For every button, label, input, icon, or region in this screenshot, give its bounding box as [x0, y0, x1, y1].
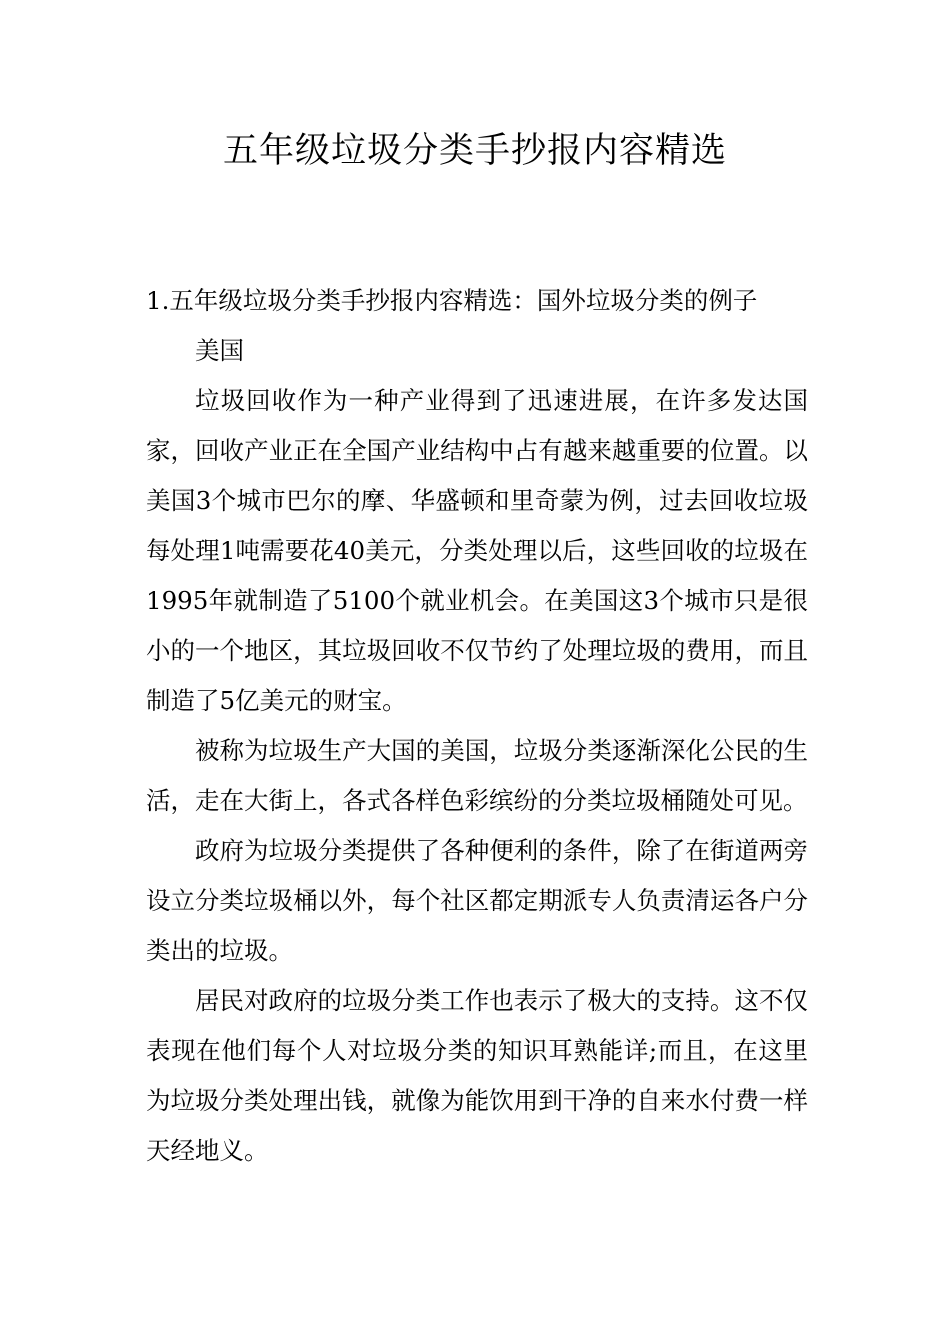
paragraph: 政府为垃圾分类提供了各种便利的条件，除了在街道两旁设立分类垃圾桶以外，每个社区都定期派专人负责清运各户分类出的垃圾。: [146, 836, 808, 965]
subheading-country: 美国: [195, 336, 244, 365]
paragraph: 垃圾回收作为一种产业得到了迅速进展，在许多发达国家，回收产业正在全国产业结构中占有越来越重要的位置。以美国3个城市巴尔的摩、华盛顿和里奇蒙为例，过去回收垃圾每处理1吨需要花40美元，分类处理以后，这些回收的垃圾在1995年就制造了5100个就业机会。在美国这3个城市只是很小的一个地区，其垃圾回收不仅节约了处理垃圾的费用，而且制造了5亿美元的财宝。: [146, 386, 808, 715]
paragraph: 居民对政府的垃圾分类工作也表示了极大的支持。这不仅表现在他们每个人对垃圾分类的知识耳熟能详;而且，在这里为垃圾分类处理出钱，就像为能饮用到干净的自来水付费一样天经地义。: [146, 986, 808, 1165]
paragraph: 被称为垃圾生产大国的美国，垃圾分类逐渐深化公民的生活，走在大街上，各式各样色彩缤纷的分类垃圾桶随处可见。: [146, 736, 808, 815]
section-heading: 1.五年级垃圾分类手抄报内容精选：国外垃圾分类的例子: [146, 286, 758, 315]
document-title: 五年级垃圾分类手抄报内容精选: [222, 131, 727, 171]
document-body: [146, 276, 808, 1176]
